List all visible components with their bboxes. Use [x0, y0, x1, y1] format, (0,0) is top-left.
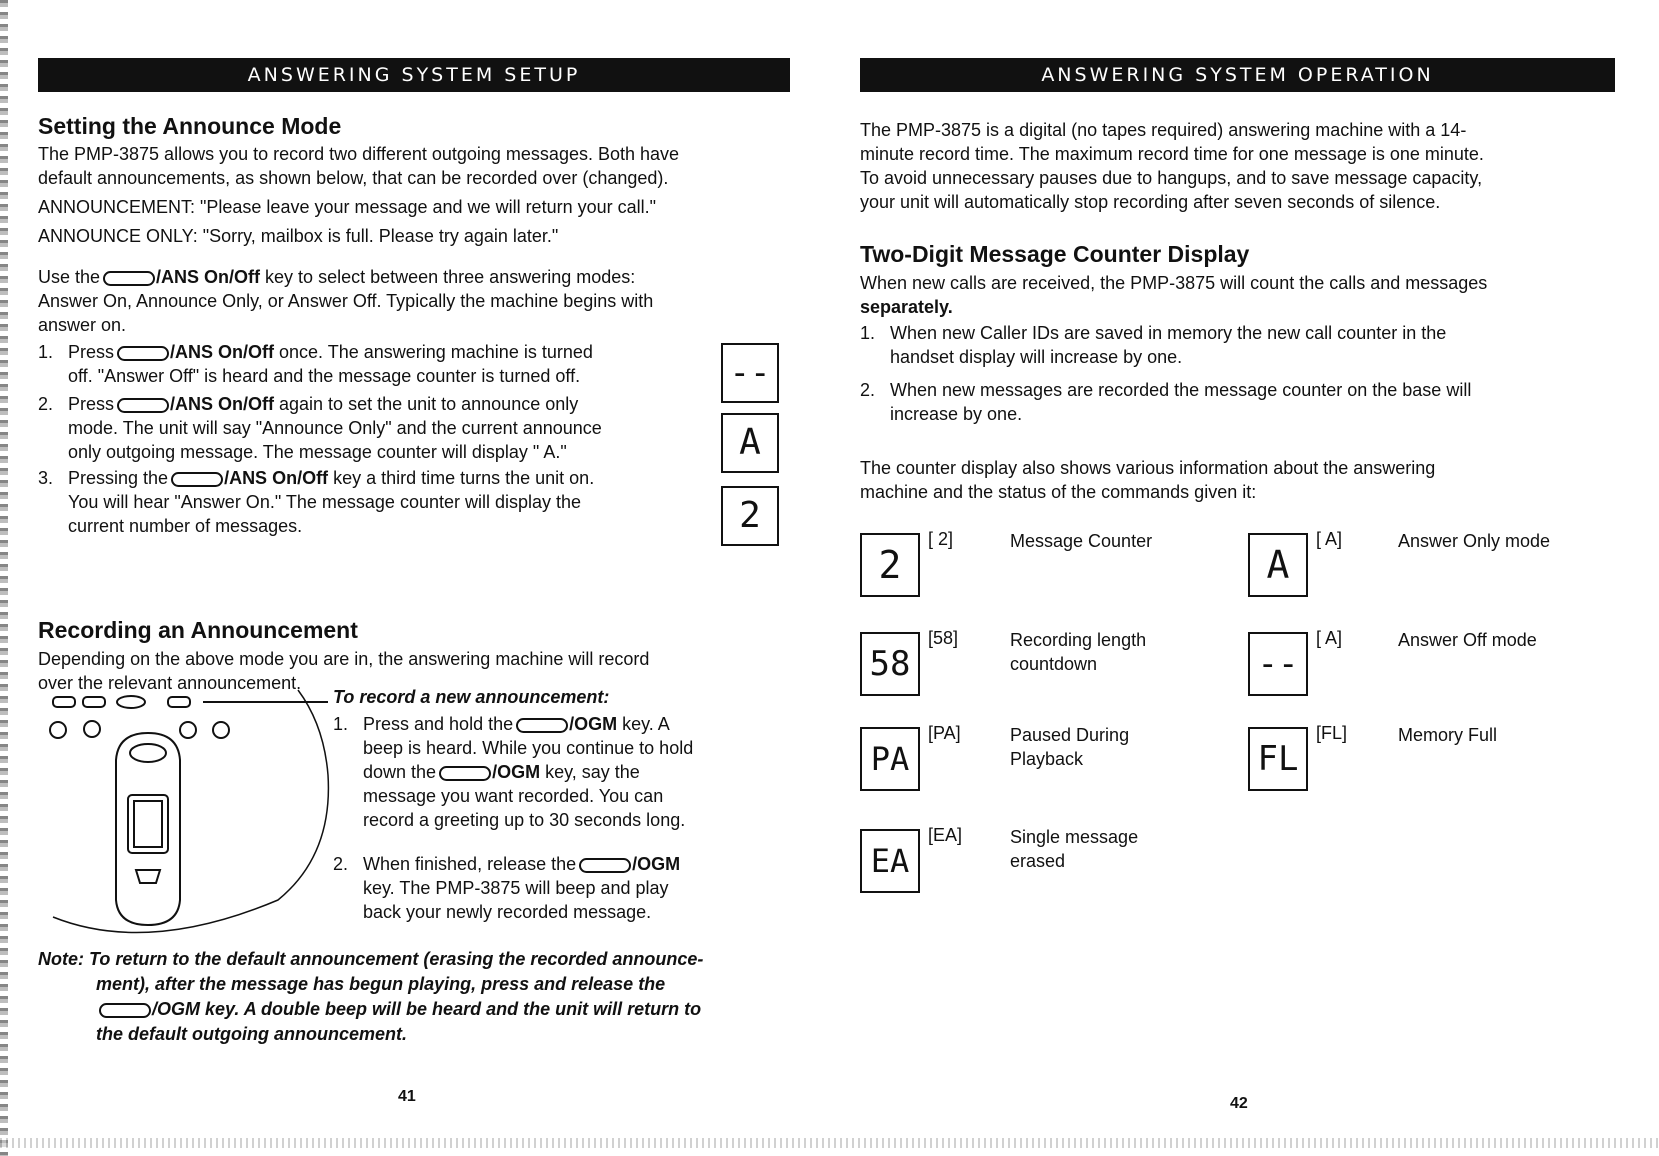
legend-display-answer-only	[1248, 533, 1308, 597]
ogm-key-icon	[99, 1003, 151, 1018]
step-key-label: /ANS On/Off	[224, 468, 329, 488]
step-key-label: /ANS On/Off	[170, 342, 275, 362]
legend-code: [58]	[928, 628, 959, 648]
item-number: 2.	[860, 380, 876, 400]
note-line3	[96, 997, 701, 1022]
step-number: 2.	[38, 394, 54, 414]
step-line1	[68, 392, 578, 416]
ans-key-icon	[171, 472, 223, 487]
mode-step-3	[38, 466, 668, 538]
step-text-a: down the	[363, 762, 437, 782]
record-step-2	[333, 852, 783, 932]
setup-banner: ANSWERING SYSTEM SETUP	[38, 58, 790, 92]
note-line4: the default outgoing announcement.	[96, 1024, 407, 1044]
step-text-b: once. The answering machine is turned	[274, 342, 593, 362]
announce-intro-line2: default announcements, as shown below, that can be recorded over (changed).	[38, 168, 669, 188]
legend-desc-line1: Answer Only mode	[1398, 531, 1551, 551]
step-text-a: Press	[68, 342, 115, 362]
record-step-1	[333, 712, 783, 842]
display-value: --	[1257, 644, 1299, 684]
record-step2-line1	[363, 852, 680, 876]
display-value: 58	[869, 644, 911, 684]
use-key-line2: Answer On, Announce Only, or Answer Off. Typically the machine begins with	[38, 291, 654, 311]
legend-display-erased	[860, 829, 920, 893]
step-line1	[68, 340, 593, 364]
step-line3: only outgoing message. The message counter will display " A."	[68, 442, 567, 462]
note-label: Note:	[38, 949, 84, 969]
announce-only-text: ANNOUNCE ONLY: "Sorry, mailbox is full. Please try again later."	[38, 226, 559, 246]
legend-code: [FL]	[1316, 723, 1348, 743]
announce-mode-heading: Setting the Announce Mode	[38, 113, 342, 139]
recording-intro-line2: over the relevant announcement.	[38, 673, 302, 693]
announce-intro-line1: The PMP-3875 allows you to record two different outgoing messages. Both have	[38, 144, 680, 164]
recording-intro-line1: Depending on the above mode you are in, the answering machine will record	[38, 649, 650, 669]
legend-desc-line1: Paused During	[1010, 725, 1130, 745]
display-value: --	[729, 353, 771, 393]
legend-desc-line1: Recording length	[1010, 630, 1147, 650]
legend-display-memory-full	[1248, 727, 1308, 791]
legend-code: [PA]	[928, 723, 961, 743]
display-answer-on	[721, 486, 779, 546]
note-text: To return to the default announcement (erasing the recorded announce-	[84, 949, 704, 969]
counter-heading: Two-Digit Message Counter Display	[860, 241, 1250, 267]
step-line1	[68, 466, 594, 490]
announcement-text: ANNOUNCEMENT: "Please leave your message and we will return your call."	[38, 197, 657, 217]
step-text-a: Press	[68, 394, 115, 414]
counter-item-1	[860, 321, 1600, 371]
use-line1-key: /ANS On/Off	[156, 267, 261, 287]
counter-para-line2: machine and the status of the commands given it:	[860, 482, 1257, 502]
intro-line1: The PMP-3875 is a digital (no tapes required) answering machine with a 14-	[860, 120, 1467, 140]
record-step1-line1	[363, 712, 670, 736]
step-key-label: /OGM	[569, 714, 618, 734]
step-text-b: key. A	[617, 714, 670, 734]
scan-edge-artifact	[0, 0, 8, 1156]
item-line2: handset display will increase by one.	[890, 347, 1183, 367]
use-line1-c: key to select between three answering modes:	[260, 267, 636, 287]
record-step1-line5: record a greeting up to 30 seconds long.	[363, 810, 686, 830]
legend-display-answer-off	[1248, 632, 1308, 696]
legend-code: [ A]	[1316, 628, 1343, 648]
item-number: 1.	[860, 323, 876, 343]
use-key-line3: answer on.	[38, 315, 127, 335]
record-step1-line2: beep is heard. While you continue to hold	[363, 738, 694, 758]
note-line1	[38, 947, 703, 972]
intro-line4: your unit will automatically stop recording after seven seconds of silence.	[860, 192, 1441, 212]
note-line2: ment), after the message has begun playing, press and release the	[96, 974, 666, 994]
display-answer-off	[721, 343, 779, 403]
ogm-key-icon	[579, 858, 631, 873]
counter-para-line1: The counter display also shows various information about the answering	[860, 458, 1436, 478]
item-line1: When new Caller IDs are saved in memory the new call counter in the	[890, 323, 1447, 343]
step-key-label: /OGM	[492, 762, 541, 782]
legend-desc-line1: Memory Full	[1398, 725, 1498, 745]
step-key-label: /OGM	[632, 854, 681, 874]
legend-desc-line1: Answer Off mode	[1398, 630, 1537, 650]
legend-desc-line2: erased	[1010, 851, 1066, 871]
display-announce-only	[721, 413, 779, 473]
step-text-b: key, say the	[540, 762, 640, 782]
display-value: EA	[870, 842, 910, 880]
step-text-b: key a third time turns the unit on.	[328, 468, 595, 488]
legend-desc-line1: Single message	[1010, 827, 1139, 847]
record-subheading: To record a new announcement:	[333, 687, 610, 707]
step-line2: You will hear "Answer On." The message counter will display the	[68, 492, 582, 512]
ogm-key-icon	[516, 718, 568, 733]
note-text: A double beep will be heard and the unit will return to	[239, 999, 702, 1019]
record-step2-line2: key. The PMP-3875 will beep and play	[363, 878, 669, 898]
step-text-b: again to set the unit to announce only	[274, 394, 579, 414]
step-key-label: /ANS On/Off	[170, 394, 275, 414]
use-key-line1	[38, 265, 635, 289]
legend-display-message-counter	[860, 533, 920, 597]
step-text-a: Pressing the	[68, 468, 169, 488]
legend-desc-line2: countdown	[1010, 654, 1098, 674]
step-text-a: Press and hold the	[363, 714, 514, 734]
legend-desc-line2: Playback	[1010, 749, 1084, 769]
intro-line3: To avoid unnecessary pauses due to hangups, and to save message capacity,	[860, 168, 1483, 188]
step-number: 1.	[333, 714, 349, 734]
counter-line2: separately.	[860, 297, 953, 317]
operation-banner: ANSWERING SYSTEM OPERATION	[860, 58, 1615, 92]
mode-step-2	[38, 392, 668, 464]
ogm-key-icon	[439, 766, 491, 781]
step-number: 2.	[333, 854, 349, 874]
use-line1-a: Use the	[38, 267, 101, 287]
recording-heading: Recording an Announcement	[38, 617, 358, 643]
step-number: 1.	[38, 342, 54, 362]
page-number-right: 42	[1230, 1095, 1248, 1112]
display-value: A	[739, 422, 761, 463]
legend-display-recording-countdown	[860, 632, 920, 696]
legend-code: [EA]	[928, 825, 963, 845]
display-value: 2	[878, 543, 902, 587]
step-line2: mode. The unit will say "Announce Only" and the current announce	[68, 418, 602, 438]
step-line2: off. "Answer Off" is heard and the message counter is turned off.	[68, 366, 581, 386]
base-unit-illustration	[28, 685, 348, 940]
step-number: 3.	[38, 468, 54, 488]
display-value: 2	[739, 495, 761, 536]
item-line2: increase by one.	[890, 404, 1023, 424]
step-line3: current number of messages.	[68, 516, 303, 536]
step-text-a: When finished, release the	[363, 854, 577, 874]
note-key-label: /OGM key.	[152, 999, 240, 1019]
legend-code: [ 2]	[928, 529, 954, 549]
ans-key-icon	[117, 398, 169, 413]
legend-desc-line1: Message Counter	[1010, 531, 1153, 551]
record-step1-line4: message you want recorded. You can	[363, 786, 664, 806]
counter-item-2	[860, 378, 1600, 428]
record-step2-line3: back your newly recorded message.	[363, 902, 652, 922]
item-line1: When new messages are recorded the message counter on the base will	[890, 380, 1472, 400]
display-value: FL	[1257, 739, 1299, 779]
scan-bottom-artifact	[0, 1138, 1659, 1148]
legend-code: [ A]	[1316, 529, 1343, 549]
intro-line2: minute record time. The maximum record time for one message is one minute.	[860, 144, 1484, 164]
page-number-left: 41	[398, 1088, 416, 1105]
legend-display-paused	[860, 727, 920, 791]
display-value: PA	[870, 740, 910, 778]
ans-key-icon	[117, 346, 169, 361]
counter-line1: When new calls are received, the PMP-3875 will count the calls and messages	[860, 273, 1488, 293]
record-step1-line3	[363, 760, 640, 784]
display-value: A	[1266, 543, 1290, 587]
ans-key-icon	[103, 271, 155, 286]
